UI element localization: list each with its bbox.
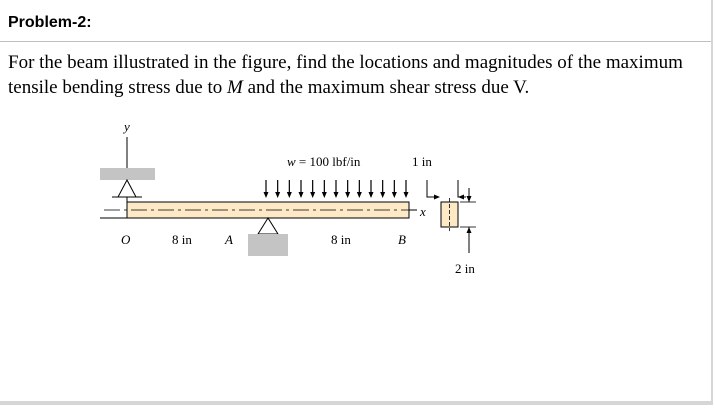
span-1-label: 8 in [172, 232, 192, 247]
section-height-arrowhead-top [467, 196, 472, 202]
load-arrow-head [299, 192, 304, 198]
left-support-ground [100, 168, 155, 180]
point-a-label: A [225, 232, 233, 247]
y-axis-label: y [124, 119, 130, 134]
problem-heading: Problem-2: [8, 14, 92, 31]
left-support-pin [118, 180, 136, 197]
statement-text-2: and the maximum shear stress due V. [242, 77, 530, 98]
load-arrow-head [287, 192, 292, 198]
section-width-arrow-left [427, 180, 436, 197]
support-a-pin [258, 218, 278, 234]
load-label-value: = 100 lbf/in [295, 154, 361, 169]
distributed-load [264, 180, 409, 198]
statement-var-m: M [227, 77, 243, 98]
span-2-label: 8 in [331, 232, 351, 247]
section-width-arrowhead-left [434, 195, 440, 200]
load-label: w = 100 lbf/in [287, 154, 361, 169]
load-arrow-head [380, 192, 385, 198]
section-height-arrowhead-bottom [467, 227, 472, 233]
load-arrow-head [322, 192, 327, 198]
section-width-arrowhead-right [458, 195, 464, 200]
x-axis-label: x [420, 204, 426, 219]
section-width-arrow-right [458, 180, 466, 197]
load-arrow-head [392, 192, 397, 198]
load-arrow-head [310, 192, 315, 198]
section-width-label: 1 in [412, 154, 432, 169]
load-arrow-head [264, 192, 269, 198]
point-b-label: B [398, 232, 406, 247]
load-arrow-head [275, 192, 280, 198]
load-arrow-head [357, 192, 362, 198]
load-arrow-head [345, 192, 350, 198]
support-a-ground [248, 234, 288, 256]
load-arrow-head [404, 192, 409, 198]
point-o-label: O [121, 232, 131, 247]
load-arrow-head [334, 192, 339, 198]
load-arrow-head [369, 192, 374, 198]
statement-text-1: For the beam illustrated in the figure, find the locations and magnitudes of the maximum tensile bending stress due to [8, 52, 683, 98]
section-height-label: 2 in [455, 261, 475, 276]
